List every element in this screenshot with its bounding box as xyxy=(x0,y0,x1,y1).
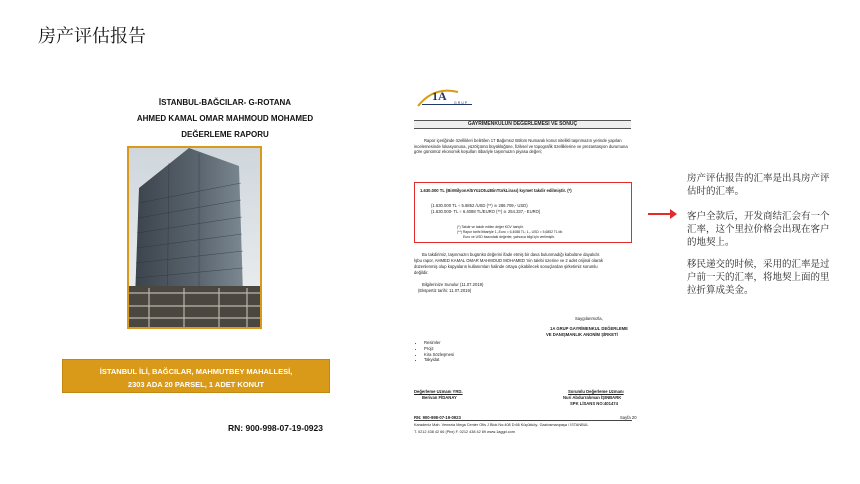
footer-page: Sayfa 20 xyxy=(620,415,637,420)
banner-line-1: İSTANBUL İLİ, BAĞCILAR, MAHMUTBEY MAHALLESİ, xyxy=(99,367,293,376)
sig-right-title: Sorumlu Değerleme Uzmanı xyxy=(568,389,624,394)
property-address-banner xyxy=(62,359,330,393)
slide-title: 房产评估报告 xyxy=(38,26,146,47)
note-exchange-rate-report: 房产评估报告的汇率是出具房产评估时的汇率。 xyxy=(687,173,830,197)
attachments-list xyxy=(414,340,454,363)
cover-report-title: DEĞERLEME RAPORU xyxy=(181,130,269,139)
submission-date: Bilgilerinize Sunulur (11.07.2019) xyxy=(422,282,484,287)
footer-report-number: RN: 900-998-07-19-0923 xyxy=(414,415,461,420)
footer-address: Karadeniz Mah. Venezia Mega Center Ofis J Blok No:408 D:66 Küçükköy- Gaziosmanpaşa / İSTANBUL xyxy=(414,423,589,427)
valuation-box xyxy=(414,182,632,243)
section-header: GAYRİMENKULUN DEĞERLEMESİ VE SONUÇ xyxy=(414,120,631,129)
cover-client-name: AHMED KAMAL OMAR MAHMOUD MOHAMED xyxy=(136,114,314,123)
copies-line-1: İşbu rapor, AHMED KAMAL OMAR MAHMOUD MOHAMED 'nin talebi üzerine ve 2 adet orijinal olarak xyxy=(414,258,603,263)
building-photo xyxy=(127,146,262,329)
annotation-arrow-line xyxy=(648,213,672,215)
copies-line-2: düzenlenmiş olup kopyaların kullanımları halinde ortaya çıkabilecek sonuçlardan şirketimiz sorumlu xyxy=(414,264,598,269)
valuation-usd: (1.630.000 TL ÷ 5.6852 /USD (**) ≅ 286.709,- USD) xyxy=(431,203,528,208)
valuation-eur: (1.630.000- TL ÷ 6.4088 TL/EURO (**) ≅ 254.337,- EURO) xyxy=(431,209,541,214)
sig-left-title: Değerleme Uzmanı YRD. xyxy=(414,389,463,394)
company-name-2: VE DANIŞMANLIK ANONİM ŞİRKETİ xyxy=(546,332,618,337)
sig-left-name: Berivan FİDANAY xyxy=(422,395,457,400)
banner-line-2: 2303 ADA 20 PARSEL, 1 ADET KONUT xyxy=(127,380,265,389)
valuation-value: 1.630.000 TL (BirMilyonAltıYüzOtuzBinTürkLirası) kıymet takdir edilmiştir. (*) xyxy=(420,188,572,193)
note-info: Euro ve USD bazındaki değerler, yalnızca bilgi için verilmiştir. xyxy=(463,235,555,239)
company-name-1: 1A GRUP GAYRİMENKUL DEĞERLEME xyxy=(550,326,628,331)
appraisal-date: (Ekspertiz tarihi: 11.07.2019) xyxy=(418,288,472,293)
note-exchange-rate-immigration: 移民递交的时候，采用的汇率是过户前一天的汇率，将地契上面的里拉折算成美金。 xyxy=(687,259,830,296)
intro-paragraph: Rapor içeriğinde özellikleri belirtilen 17 Bağımsız Bölüm Numaralı konut nitelikli taşınmazın yerinde yapılan incelemesinde lokasyonuna, yüzölçümü büyüklüğüne, fiziksel ve topografik özelliklerine ve prezantasyon durumuna göre günümüz ekonomik koşulları itibariyle taşınmazın piyasa değeri; xyxy=(414,138,628,154)
note-exchange-rate-payment: 客户全款后，开发商结汇会有一个汇率，这个里拉价格会出现在客户的地契上。 xyxy=(687,211,830,248)
note-rate: (**) Rapor tarihi itibariyle 1,-Euro = 6,4088 TL; 1,- USD = 5,6852 TL'dir. xyxy=(457,230,564,234)
attachment-item: • Resimler xyxy=(424,340,454,346)
attachment-item: • Projz xyxy=(424,346,454,352)
sig-right-name: Nuri Abdurrahman İŞINBARK xyxy=(563,395,622,400)
regards: Saygılarımızla, xyxy=(575,316,603,321)
report-page xyxy=(400,78,645,463)
building-illustration xyxy=(129,148,260,327)
footer-divider xyxy=(414,420,632,421)
note-vat: (*) Takdir ve takdir edilen değer KDV hariçtir. xyxy=(457,225,524,229)
sig-right-license: SPK LİSANS NO:401474 xyxy=(570,401,618,406)
copies-line-3: değildir. xyxy=(414,270,429,275)
cover-page xyxy=(60,88,390,458)
cover-report-number: RN: 900-998-07-19-0923 xyxy=(228,423,323,433)
attachment-item: • Kira Sözleşmesi xyxy=(424,352,454,358)
footer-contact: T. 0212 438 42 66 (Pbx) F. 0212 438 42 89 www.1aggd.com xyxy=(414,430,515,434)
assumption-paragraph: Bu takdirimiz, taşınmazın bugünkü değerini ifade etmiş bir dava bulunmadığı kabulüne dayalıdır. xyxy=(422,252,601,257)
attachment-item: • Takyidat xyxy=(424,357,454,363)
annotation-arrow-head xyxy=(670,209,677,219)
svg-text:1A: 1A xyxy=(432,89,447,103)
cover-location-title: İSTANBUL-BAĞCILAR- G-ROTANA xyxy=(158,98,292,107)
logo-text: GRUP xyxy=(454,101,469,105)
